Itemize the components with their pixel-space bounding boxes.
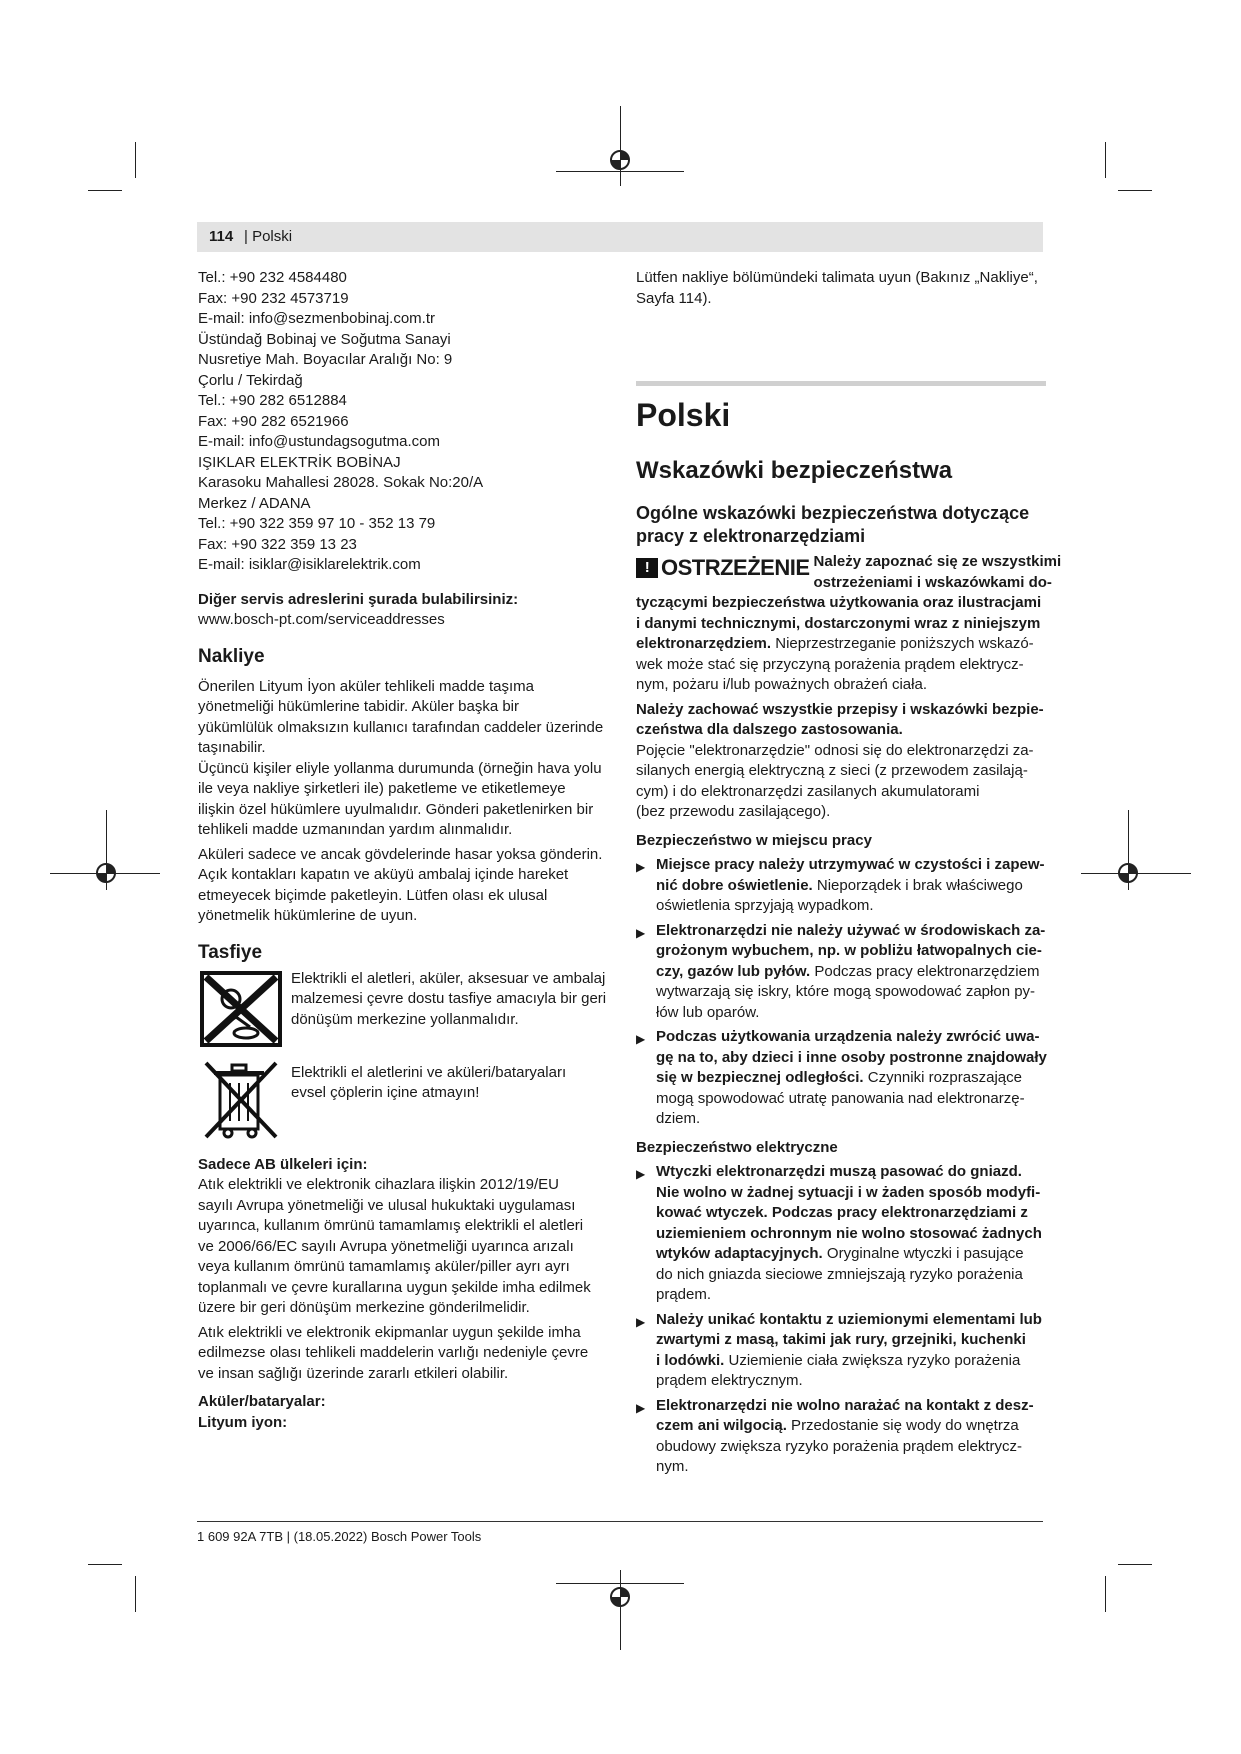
crop-mark (135, 1576, 136, 1612)
text-normal: Czynniki rozpraszające (863, 1069, 1022, 1086)
electrical-heading: Bezpieczeństwo elektryczne (636, 1138, 838, 1156)
crop-mark (620, 1570, 621, 1650)
text-line: i danymi technicznymi, dostarczonymi wraz z niniejszym (636, 614, 1041, 632)
text-bold: czy, gazów lub pyłów. (656, 962, 811, 980)
text-line: oświetlenia sprzyjają wypadkom. (656, 897, 874, 914)
text-bold: wtyków adaptacyjnych. (656, 1245, 823, 1262)
bullet-item (636, 855, 1046, 917)
nakliye-paragraph (198, 677, 608, 927)
safety-title: Wskazówki bezpieczeństwa (636, 457, 953, 484)
lityum-heading: Lityum iyon: (198, 1413, 288, 1431)
text-line: grożonym wybuchem, np. w pobliżu łatwopalnych cie- (656, 942, 1042, 959)
warning-triangle-icon: ! (636, 558, 658, 578)
crop-mark (1105, 142, 1106, 178)
page-number: 114 (209, 228, 234, 245)
text-bold: i lodówki. (656, 1351, 725, 1369)
text-line: Należy zapoznać się ze wszystkimi (813, 553, 1062, 570)
text-bold: się w bezpiecznej odległości. (656, 1069, 864, 1086)
recycling-text (291, 969, 606, 1031)
general-safety-title-line: Ogólne wskazówki bezpieczeństwa dotyczące (636, 503, 1030, 523)
warning-label (636, 555, 810, 580)
text-bold: nić dobre oświetlenie. (656, 876, 813, 894)
text-line: (bez przewodu zasilającego). (636, 803, 831, 820)
address-line: Üstündağ Bobinaj ve Soğutma Sanayi (198, 330, 451, 348)
text-line: Elektrikli el aletleri, aküler, aksesuar ve ambalaj (291, 969, 606, 987)
address-block (198, 268, 608, 576)
text-line: yükümlülük olmaksızın kullanıcı tarafından caddeler üzerinde (198, 718, 604, 736)
text-line: ve insan sağlığı üzerinde zararlı etkileri olabilir. (198, 1364, 509, 1382)
text-line: Nie wolno w żadnej sytuacji i w żaden sposób modyfi- (656, 1183, 1041, 1201)
bullet-arrow-icon: ▶ (636, 860, 646, 874)
text-line: uyarınca, kullanım ömrünü tamamlamış elektrikli el aletleri (198, 1217, 584, 1234)
address-line: Tel.: +90 232 4584480 (198, 269, 347, 286)
weee-text (291, 1063, 566, 1104)
address-line: Karasoku Mahallesi 28028. Sokak No:20/A (198, 474, 484, 491)
page-language: | Polski (244, 228, 293, 245)
text-line: Należy unikać kontaktu z uziemionymi elementami lub (656, 1310, 1042, 1328)
warning-label-text: OSTRZEŻENIE (661, 555, 810, 580)
warning-block (636, 552, 1062, 593)
crop-mark (1105, 1576, 1106, 1612)
registration-mark-icon (607, 147, 633, 173)
tasfiye-title: Tasfiye (198, 941, 263, 963)
text-line: Elektronarzędzi nie należy używać w środowiskach za- (656, 921, 1046, 939)
text-line: dönüşüm merkezine yollanmalıdır. (291, 1010, 519, 1028)
page-header (197, 222, 1043, 252)
footer-text: 1 609 92A 7TB | (18.05.2022) Bosch Power Tools (197, 1529, 482, 1544)
bullet-arrow-icon: ▶ (636, 1032, 646, 1046)
text-line: taşınabilir. (198, 739, 266, 756)
weee-notice (198, 1057, 608, 1141)
registration-mark-icon (93, 860, 119, 886)
language-label: Polski (252, 228, 293, 245)
text-line: mogą spowodować utratę panowania nad elektronarzę- (656, 1089, 1025, 1107)
text-line: ilişkin özel hükümlere uyulmalıdır. Gönderi paketlenirken bir (198, 800, 594, 818)
text-line: toplanmalı ve çevre kurallarına uygun şekilde imha edilmek (198, 1278, 591, 1296)
text-line: sayılı Avrupa yönetmeliği ve ulusal hukuktaki uygulaması (198, 1196, 576, 1214)
text-line: prądem. (656, 1286, 712, 1303)
text-line: tyczącymi bezpieczeństwa użytkowania oraz ilustracjami (636, 594, 1042, 611)
text-line: wytwarzają się iskry, które mogą spowodować zapłon py- (656, 983, 1036, 1000)
text-line: Önerilen Lityum İyon aküler tehlikeli madde taşıma (198, 677, 534, 695)
text-line: tehlikeli madde uzmanından yardım alınmalıdır. (198, 821, 513, 838)
bullet-arrow-icon: ▶ (636, 1400, 646, 1415)
address-line: Fax: +90 282 6521966 (198, 412, 349, 430)
bullet-arrow-icon: ▶ (636, 1167, 646, 1181)
bullet-item (636, 1396, 1046, 1478)
text-line: Elektronarzędzi nie wolno narażać na kontakt z desz- (656, 1396, 1034, 1414)
text-line: do nich gniazda sieciowe zmniejszają ryzyko porażenia (656, 1265, 1023, 1283)
text-line: yönetmeliği hükümlerine tabidir. Aküler başka bir (198, 698, 519, 715)
eu-heading: Sadece AB ülkeleri için: (198, 1155, 368, 1173)
polski-title: Polski (636, 397, 731, 433)
address-line: Fax: +90 322 359 13 23 (198, 535, 357, 553)
bullet-item (636, 1027, 1046, 1130)
text-normal: Przedostanie się wody do wnętrza (786, 1417, 1019, 1434)
nakliye-title: Nakliye (198, 645, 265, 667)
text-line: czeństwa dla dalszego zastosowania. (636, 721, 903, 738)
text-line: Aküleri sadece ve ancak gövdelerinde hasar yoksa gönderin. (198, 845, 603, 863)
crop-mark (620, 106, 621, 186)
text-line: Elektrikli el aletlerini ve aküleri/bataryaları (291, 1063, 567, 1081)
text-line: gę na to, aby dzieci i inne osoby postronne znajdowały (656, 1048, 1047, 1066)
text-line: Pojęcie "elektronarzędzie" odnosi się do elektronarzędzi za- (636, 741, 1034, 759)
no-dispose-recycle-icon (198, 969, 284, 1049)
bullet-arrow-icon: ▶ (636, 925, 646, 940)
text-line: edilmezse olası tehlikeli maddelerin varlığı nedeniyle çevre (198, 1344, 589, 1361)
text-line: Açık kontakları kapatın ve aküyü ambalaj içinde hareket (198, 866, 569, 883)
text-line: łów lub oparów. (656, 1003, 760, 1021)
text-line: Wtyczki elektronarzędzi muszą pasować do gniazd. (656, 1163, 1022, 1180)
recycling-notice (198, 969, 608, 1049)
text-line: Atık elektrikli ve elektronik ekipmanlar uygun şekilde imha (198, 1323, 581, 1341)
text-line: ostrzeżeniami i wskazówkami do- (813, 573, 1052, 591)
general-safety-title-line: pracy z elektronarzędziami (636, 526, 866, 546)
text-normal: Podczas pracy elektronarzędziem (810, 962, 1040, 980)
text-normal: Uziemienie ciała zwiększa ryzyko porażenia (724, 1351, 1021, 1369)
bullet-item (636, 921, 1046, 1024)
text-normal: Nieprzestrzeganie poniższych wskazó- (775, 635, 1034, 652)
text-normal: Nieporządek i brak właściwego (812, 876, 1023, 894)
text-line: Miejsce pracy należy utrzymywać w czystości i zapew- (656, 856, 1045, 873)
text-line: wek może stać się przyczyną porażenia prądem elektrycz- (636, 655, 1024, 673)
registration-mark-icon (1115, 860, 1141, 886)
text-line: prądem elektrycznym. (656, 1372, 803, 1389)
service-url: www.bosch-pt.com/serviceaddresses (198, 611, 445, 628)
text-line: uziemieniem ochronnym nie wolno stosować żadnych (656, 1224, 1042, 1242)
warning-first-lines (814, 552, 1062, 593)
text-line: ile veya nakliye şirketleri ile) paketleme ve etiketlemeye (198, 780, 566, 797)
crop-mark (1118, 1564, 1152, 1565)
registration-mark-icon (607, 1584, 633, 1610)
eu-paragraph (198, 1175, 608, 1384)
footer-rule (197, 1521, 1043, 1522)
text-line: üzere bir geri dönüşüm merkezine gönderilmelidir. (198, 1299, 530, 1316)
bullet-item (636, 1310, 1046, 1392)
text-normal: Oryginalne wtyczki i pasujące (822, 1245, 1024, 1262)
crop-mark (88, 190, 122, 191)
address-line: E-mail: isiklar@isiklarelektrik.com (198, 556, 421, 573)
address-line: Merkez / ADANA (198, 494, 311, 512)
bullet-arrow-icon: ▶ (636, 1314, 646, 1329)
address-line: E-mail: info@ustundagsogutma.com (198, 433, 441, 450)
address-line: Tel.: +90 282 6512884 (198, 392, 347, 409)
text-line: obudowy zwiększa ryzyko porażenia prądem elektrycz- (656, 1437, 1022, 1455)
crop-mark (1118, 190, 1152, 191)
text-line: silanych energią elektryczną z sieci (z przewodem zasilają- (636, 762, 1028, 779)
text-line: nym, pożaru i/lub poważnych obrażeń ciała. (636, 676, 927, 693)
bullet-item (636, 1162, 1046, 1306)
intro-line: Lütfen nakliye bölümündeki talimata uyun (Bakınız „Nakliye“, (636, 269, 1038, 286)
crop-mark (135, 142, 136, 178)
address-line: Tel.: +90 322 359 97 10 - 352 13 79 (198, 515, 436, 532)
address-line: IŞIKLAR ELEKTRİK BOBİNAJ (198, 453, 401, 471)
text-line: cym) i do elektronarzędzi zasilanych akumulatorami (636, 782, 980, 800)
text-line: dziem. (656, 1110, 701, 1127)
text-line: kować wtyczek. Podczas pracy elektronarzędziami z (656, 1204, 1028, 1221)
text-bold: elektronarzędziem. (636, 635, 772, 652)
text-line: malzemesi çevre dostu tasfiye amacıyla bir geri (291, 990, 607, 1007)
intro-line: Sayfa 114). (636, 289, 712, 307)
text-line: etmeyecek biçimde paketleyin. Lütfen olası ek ulusal (198, 886, 548, 904)
address-line: Fax: +90 232 4573719 (198, 289, 349, 307)
crop-mark (88, 1564, 122, 1565)
text-line: Atık elektrikli ve elektronik cihazlara ilişkin 2012/19/EU (198, 1176, 559, 1193)
left-column (198, 268, 608, 1433)
text-line: yönetmelik hükümlerine de uyun. (198, 907, 418, 924)
text-line: nym. (656, 1458, 689, 1475)
akuler-heading: Aküler/bataryalar: (198, 1393, 326, 1410)
address-line: E-mail: info@sezmenbobinaj.com.tr (198, 310, 435, 327)
address-line: Çorlu / Tekirdağ (198, 371, 303, 389)
text-line: ve 2006/66/EC sayılı Avrupa yönetmeliği uyarınca arızalı (198, 1237, 574, 1255)
text-line: Podczas użytkowania urządzenia należy zwrócić uwa- (656, 1028, 1040, 1045)
workplace-heading: Bezpieczeństwo w miejscu pracy (636, 831, 872, 849)
right-column (636, 268, 1062, 1478)
text-line: Należy zachować wszystkie przepisy i wskazówki bezpie- (636, 700, 1044, 718)
address-line: Nusretiye Mah. Boyacılar Aralığı No: 9 (198, 351, 453, 368)
crossed-bin-icon (198, 1057, 284, 1141)
text-line: zwartymi z masą, takimi jak rury, grzejniki, kuchenki (656, 1331, 1026, 1348)
text-bold: czem ani wilgocią. (656, 1417, 787, 1434)
text-line: evsel çöplerin içine atmayın! (291, 1084, 480, 1101)
service-heading: Diğer servis adreslerini şurada bulabilirsiniz: (198, 590, 519, 608)
text-line: Üçüncü kişiler eliyle yollanma durumunda (örneğin hava yolu (198, 759, 602, 777)
text-line: veya kullanım ömrünü tamamlamış aküler/piller ayrı ayrı (198, 1258, 570, 1275)
